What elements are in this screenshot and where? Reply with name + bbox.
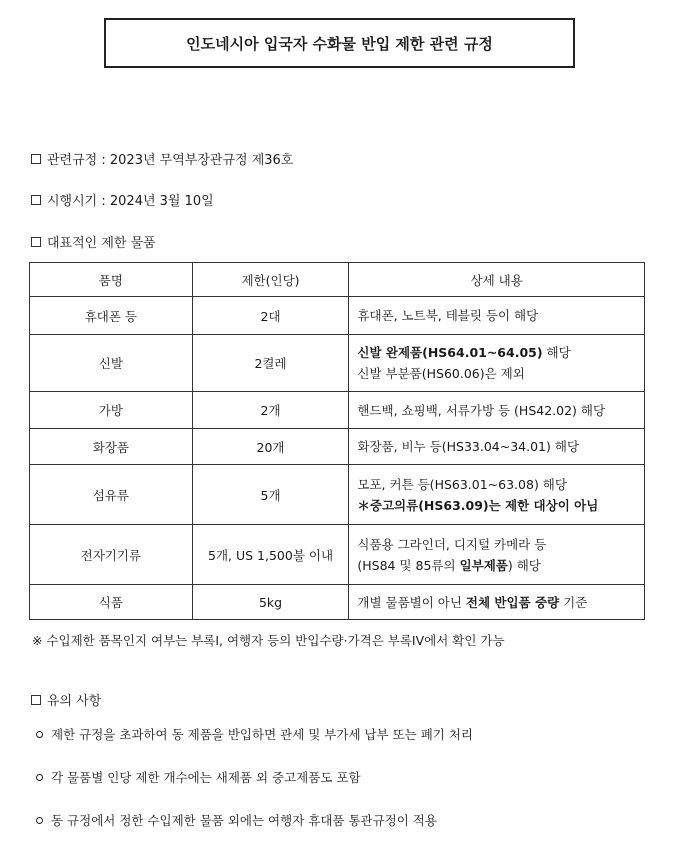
page-title-text: 인도네시아 입국자 수화물 반입 제한 관련 규정 [186,34,493,53]
table-row [30,465,645,525]
item-cell: 휴대폰 등 [30,297,193,335]
circle-bullet-icon [36,731,43,738]
circle-bullet-icon [36,774,43,781]
item-cell: 가방 [30,392,193,429]
item-cell: 식품 [30,585,193,620]
regulation-text: 관련규정 : 2023년 무역부장관규정 제36호 [47,153,294,168]
caution-item [36,811,437,829]
caution-item [36,725,473,743]
detail-cell: 핸드백, 쇼핑백, 서류가방 등 (HS42.02) 해당 [349,392,645,429]
checkbox-square-icon [31,695,41,705]
restriction-table [29,262,645,620]
limit-cell: 2대 [192,297,349,335]
limit-cell: 5개, US 1,500불 이내 [192,525,349,585]
detail-bold-text: 일부제품 [459,557,508,573]
header-item: 품명 [30,263,193,297]
table-row [30,297,645,335]
limit-cell: 2켤레 [192,335,349,392]
table-row [30,585,645,620]
caution-text: 각 물품별 인당 제한 개수에는 새제품 외 중고제품도 포함 [51,770,361,785]
detail-cell: 휴대폰, 노트북, 테블릿 등이 해당 [349,297,645,335]
item-cell: 화장품 [30,429,193,465]
table-row [30,525,645,585]
checkbox-square-icon [31,195,41,205]
detail-text: 해당 [542,345,571,360]
header-detail: 상세 내용 [349,263,645,297]
detail-text: (HS84 및 85류의 [357,557,460,573]
detail-bold-text: ＊중고의류(HS63.09)는 제한 대상이 아님 [357,497,599,513]
detail-bold-text: 전체 반입품 중량 [465,594,560,610]
detail-bold-text: 신발 완제품(HS64.01~64.05) [357,345,543,360]
limit-cell: 5kg [192,585,349,620]
section-regulation [31,149,293,168]
detail-text: 기준 [559,594,588,610]
detail-text: 식품용 그라인더, 디지털 카메라 등 [357,536,547,552]
item-cell: 전자기기류 [30,525,193,585]
limit-cell: 5개 [192,465,349,525]
table-header-row [30,263,645,297]
detail-text: 신발 부분품(HS60.06)은 제외 [357,366,525,381]
table-row [30,335,645,392]
detail-cell [349,335,645,392]
limit-cell: 2개 [192,392,349,429]
checkbox-square-icon [31,237,41,247]
caution-item [36,768,361,786]
detail-text: ) 해당 [507,557,541,573]
caution-text: 동 규정에서 정한 수입제한 물품 외에는 여행자 휴대품 통관규정이 적용 [51,813,437,828]
page-title [104,18,575,68]
detail-cell [349,525,645,585]
section-effective-date [31,190,214,209]
detail-cell [349,465,645,525]
table-row [30,429,645,465]
detail-cell [349,585,645,620]
items-heading-text: 대표적인 제한 물품 [47,236,156,251]
section-cautions-heading [31,690,101,709]
section-items-heading [31,232,156,251]
limit-cell: 20개 [192,429,349,465]
cautions-heading-text: 유의 사항 [47,694,102,709]
effective-date-text: 시행시기 : 2024년 3월 10일 [47,194,214,209]
checkbox-square-icon [31,154,41,164]
caution-text: 제한 규정을 초과하여 동 제품을 반입하면 관세 및 부가세 납부 또는 폐기 처리 [51,727,474,742]
item-cell: 섬유류 [30,465,193,525]
detail-text: 모포, 커튼 등(HS63.01~63.08) 해당 [357,476,567,492]
circle-bullet-icon [36,817,43,824]
detail-cell: 화장품, 비누 등(HS33.04~34.01) 해당 [349,429,645,465]
header-limit: 제한(인당) [192,263,349,297]
reference-note: ※ 수입제한 품목인지 여부는 부록I, 여행자 등의 반입수량·가격은 부록IV에서 확인 가능 [32,633,505,648]
table-row [30,392,645,429]
item-cell: 신발 [30,335,193,392]
detail-text: 개별 물품별이 아닌 [357,594,466,610]
